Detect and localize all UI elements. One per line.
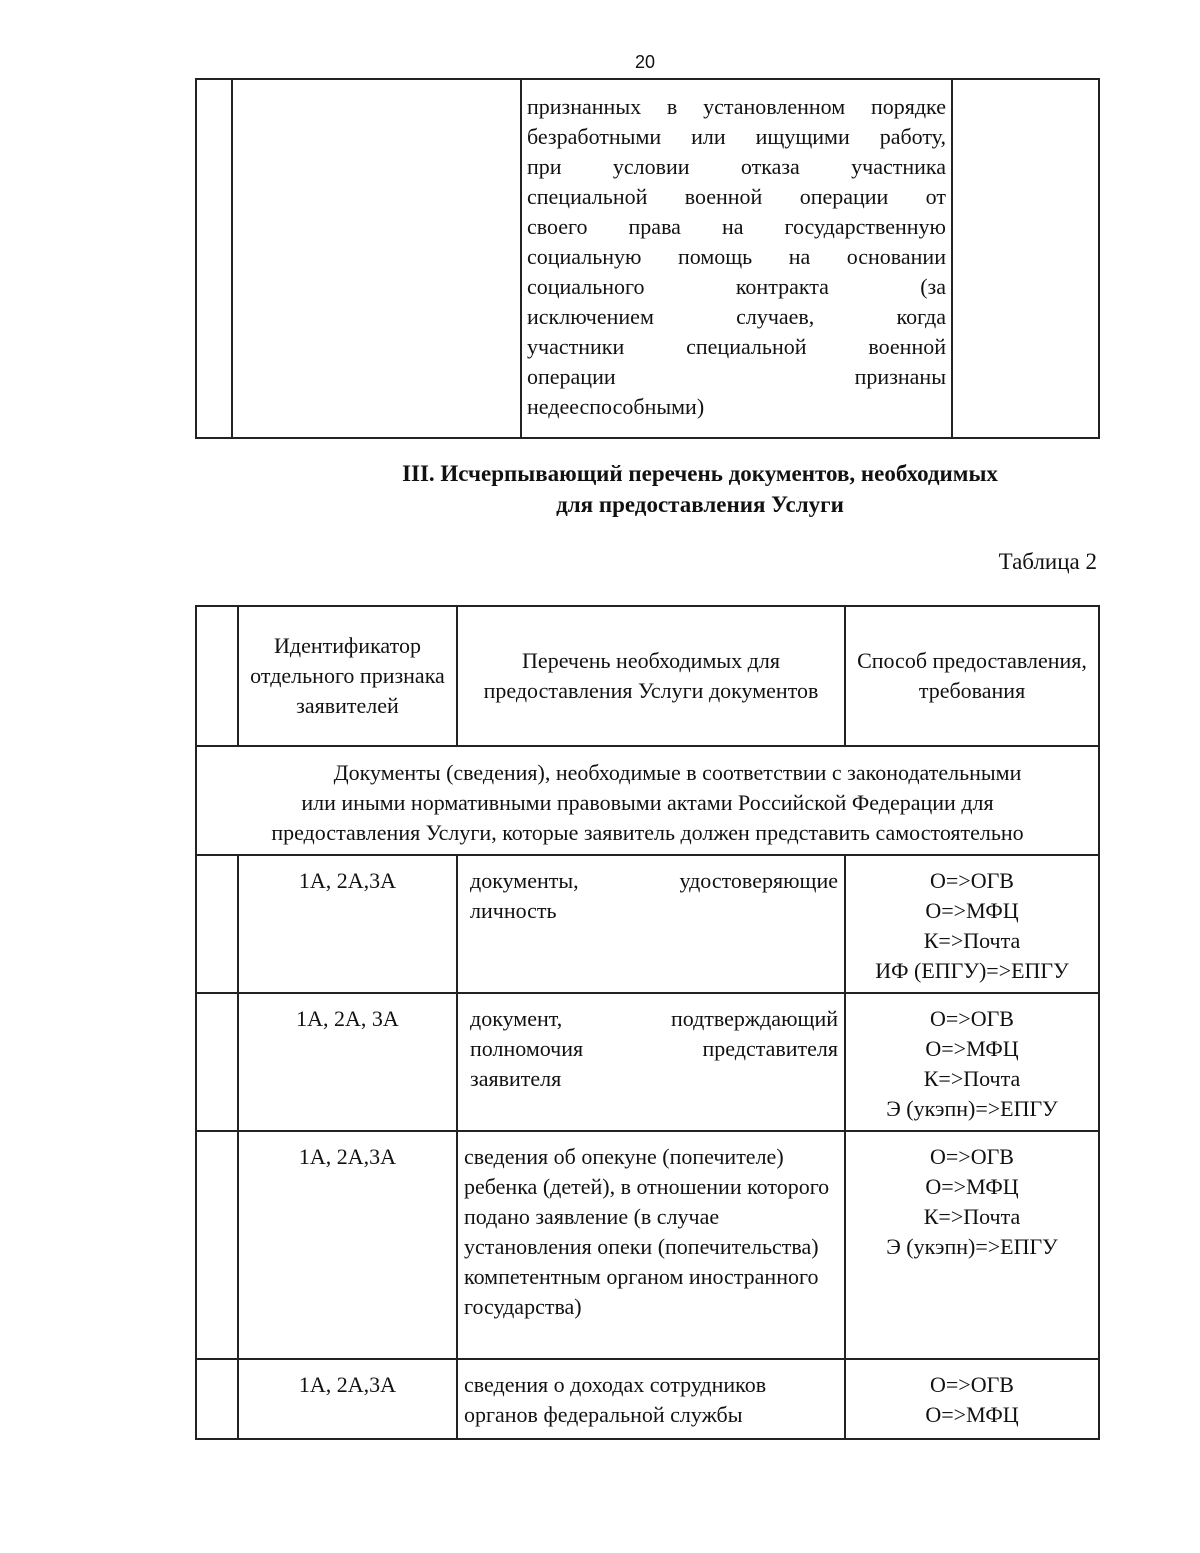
header-method: Способ предоставления, требования <box>845 606 1099 746</box>
table-cell <box>952 79 1099 438</box>
word: исключением <box>527 304 654 329</box>
text-line <box>527 272 946 302</box>
word: работу, <box>879 124 946 149</box>
identifier-cell: 1А, 2А, 3А <box>238 993 457 1131</box>
text-line <box>470 866 838 896</box>
line-text <box>527 362 946 392</box>
word: отказа <box>740 154 800 179</box>
identifier-cell: 1А, 2А,3А <box>238 1359 457 1439</box>
table-cell <box>196 993 238 1131</box>
word: участника <box>851 154 946 179</box>
section-title-line: для предоставления Услуги <box>556 492 844 517</box>
word: признаны <box>854 364 946 389</box>
identifier-cell: 1А, 2А,3А <box>238 855 457 993</box>
header-documents: Перечень необходимых для предоставления Услуги документов <box>457 606 845 746</box>
word: на <box>721 214 744 239</box>
text-line <box>527 212 946 242</box>
table-row <box>196 79 1099 438</box>
text-line <box>470 1004 838 1034</box>
word: документ, <box>470 1006 563 1031</box>
method-line: К=>Почта <box>923 1204 1021 1229</box>
word: военной <box>868 334 946 359</box>
header-identifier: Идентификатор отдельного признака заявителей <box>238 606 457 746</box>
page-number: 20 <box>634 52 656 72</box>
header-row <box>196 606 1099 746</box>
word: помощь <box>677 244 753 269</box>
word: социального <box>527 274 645 299</box>
word: ищущими <box>755 124 850 149</box>
text-line <box>527 392 946 422</box>
table-cell <box>196 1131 238 1359</box>
line-text: личность <box>470 898 557 923</box>
word: от <box>925 184 946 209</box>
word: государственную <box>784 214 946 239</box>
word: операции <box>799 184 889 209</box>
line-text <box>527 152 946 182</box>
document-cell: сведения о доходах сотрудников органов федеральной службы <box>457 1359 845 1439</box>
table-row <box>196 993 1099 1131</box>
word: случаев, <box>736 304 815 329</box>
word: основании <box>846 244 946 269</box>
method-line: ИФ (ЕПГУ)=>ЕПГУ <box>875 958 1069 983</box>
text-line <box>527 332 946 362</box>
method-line: О=>МФЦ <box>925 898 1019 923</box>
section-title <box>195 458 1200 520</box>
documents-table <box>195 605 1100 1440</box>
table-caption: Таблица 2 <box>998 549 1097 574</box>
header-cell-empty <box>196 606 238 746</box>
line-text <box>527 92 946 122</box>
document-cell: сведения об опекуне (попечителе) ребенка (детей), в отношении которого подано заявление (в случае установления опеки (попечительства) компетентным органом иностранного государства) <box>457 1131 845 1359</box>
method-cell <box>845 855 1099 993</box>
method-line: О=>ОГВ <box>930 1006 1014 1031</box>
method-line: О=>МФЦ <box>925 1174 1019 1199</box>
section-row-line: Документы (сведения), необходимые в соответствии с законодательными <box>333 759 1022 785</box>
word: своего <box>527 214 588 239</box>
criteria-text-cell <box>521 79 952 438</box>
line-text: заявителя <box>470 1066 562 1091</box>
method-line: О=>ОГВ <box>930 1144 1014 1169</box>
text-line <box>527 182 946 212</box>
word: при <box>527 154 562 179</box>
text-line <box>470 1064 838 1094</box>
word: когда <box>896 304 946 329</box>
word: военной <box>684 184 763 209</box>
section-row-line: предоставления Услуги, которые заявитель должен представить самостоятельно <box>271 819 1024 845</box>
table-row <box>196 855 1099 993</box>
method-line: Э (укэпн)=>ЕПГУ <box>886 1234 1058 1259</box>
word: (за <box>920 274 946 299</box>
word: или <box>691 124 726 149</box>
text-line <box>527 242 946 272</box>
line-text: недееспособными) <box>527 394 705 419</box>
table-cell <box>196 79 232 438</box>
word: на <box>788 244 811 269</box>
table-cell <box>196 1359 238 1439</box>
method-line: О=>МФЦ <box>925 1402 1019 1427</box>
table-cell <box>232 79 521 438</box>
method-line: О=>ОГВ <box>930 868 1014 893</box>
line-text <box>527 272 946 302</box>
table-row <box>196 1359 1099 1439</box>
text-line <box>527 152 946 182</box>
table-row <box>196 1131 1099 1359</box>
word: специальной <box>686 334 807 359</box>
word: признанных <box>527 94 642 119</box>
word: безработными <box>527 124 662 149</box>
method-cell <box>845 993 1099 1131</box>
word: порядке <box>870 94 946 119</box>
word: социальную <box>527 244 642 269</box>
line-text <box>527 122 946 152</box>
word: подтверждающий <box>670 1006 838 1031</box>
line-text <box>527 302 946 332</box>
line-text <box>527 182 946 212</box>
word: операции <box>527 364 616 389</box>
line-text <box>527 212 946 242</box>
section-row <box>196 746 1099 855</box>
section-row-line: или иными нормативными правовыми актами Российской Федерации для <box>301 789 994 815</box>
word: удостоверяющие <box>679 868 838 893</box>
method-cell <box>845 1131 1099 1359</box>
method-line: О=>ОГВ <box>930 1372 1014 1397</box>
line-text <box>527 332 946 362</box>
word: права <box>628 214 681 239</box>
text-line <box>527 302 946 332</box>
text-line <box>470 896 838 926</box>
document-cell <box>457 993 845 1131</box>
line-text <box>470 1004 838 1034</box>
continuation-table <box>195 78 1100 439</box>
word: специальной <box>527 184 648 209</box>
method-line: Э (укэпн)=>ЕПГУ <box>886 1096 1058 1121</box>
text-line <box>527 362 946 392</box>
section-title-line: III. Исчерпывающий перечень документов, необходимых <box>402 461 998 486</box>
word: контракта <box>735 274 829 299</box>
line-text <box>470 866 838 896</box>
method-cell <box>845 1359 1099 1439</box>
method-line: О=>МФЦ <box>925 1036 1019 1061</box>
text-line <box>527 122 946 152</box>
line-text <box>470 1034 838 1064</box>
document-cell <box>457 855 845 993</box>
method-line: К=>Почта <box>923 1066 1021 1091</box>
method-line: К=>Почта <box>923 928 1021 953</box>
word: условии <box>612 154 690 179</box>
word: представителя <box>702 1036 838 1061</box>
line-text <box>527 242 946 272</box>
word: установленном <box>703 94 846 119</box>
table-cell <box>196 855 238 993</box>
word: в <box>666 94 678 119</box>
word: документы, <box>470 868 579 893</box>
word: полномочия <box>470 1036 584 1061</box>
identifier-cell: 1А, 2А,3А <box>238 1131 457 1359</box>
word: участники <box>527 334 625 359</box>
text-line <box>470 1034 838 1064</box>
text-line <box>527 92 946 122</box>
section-row-cell <box>196 746 1099 855</box>
